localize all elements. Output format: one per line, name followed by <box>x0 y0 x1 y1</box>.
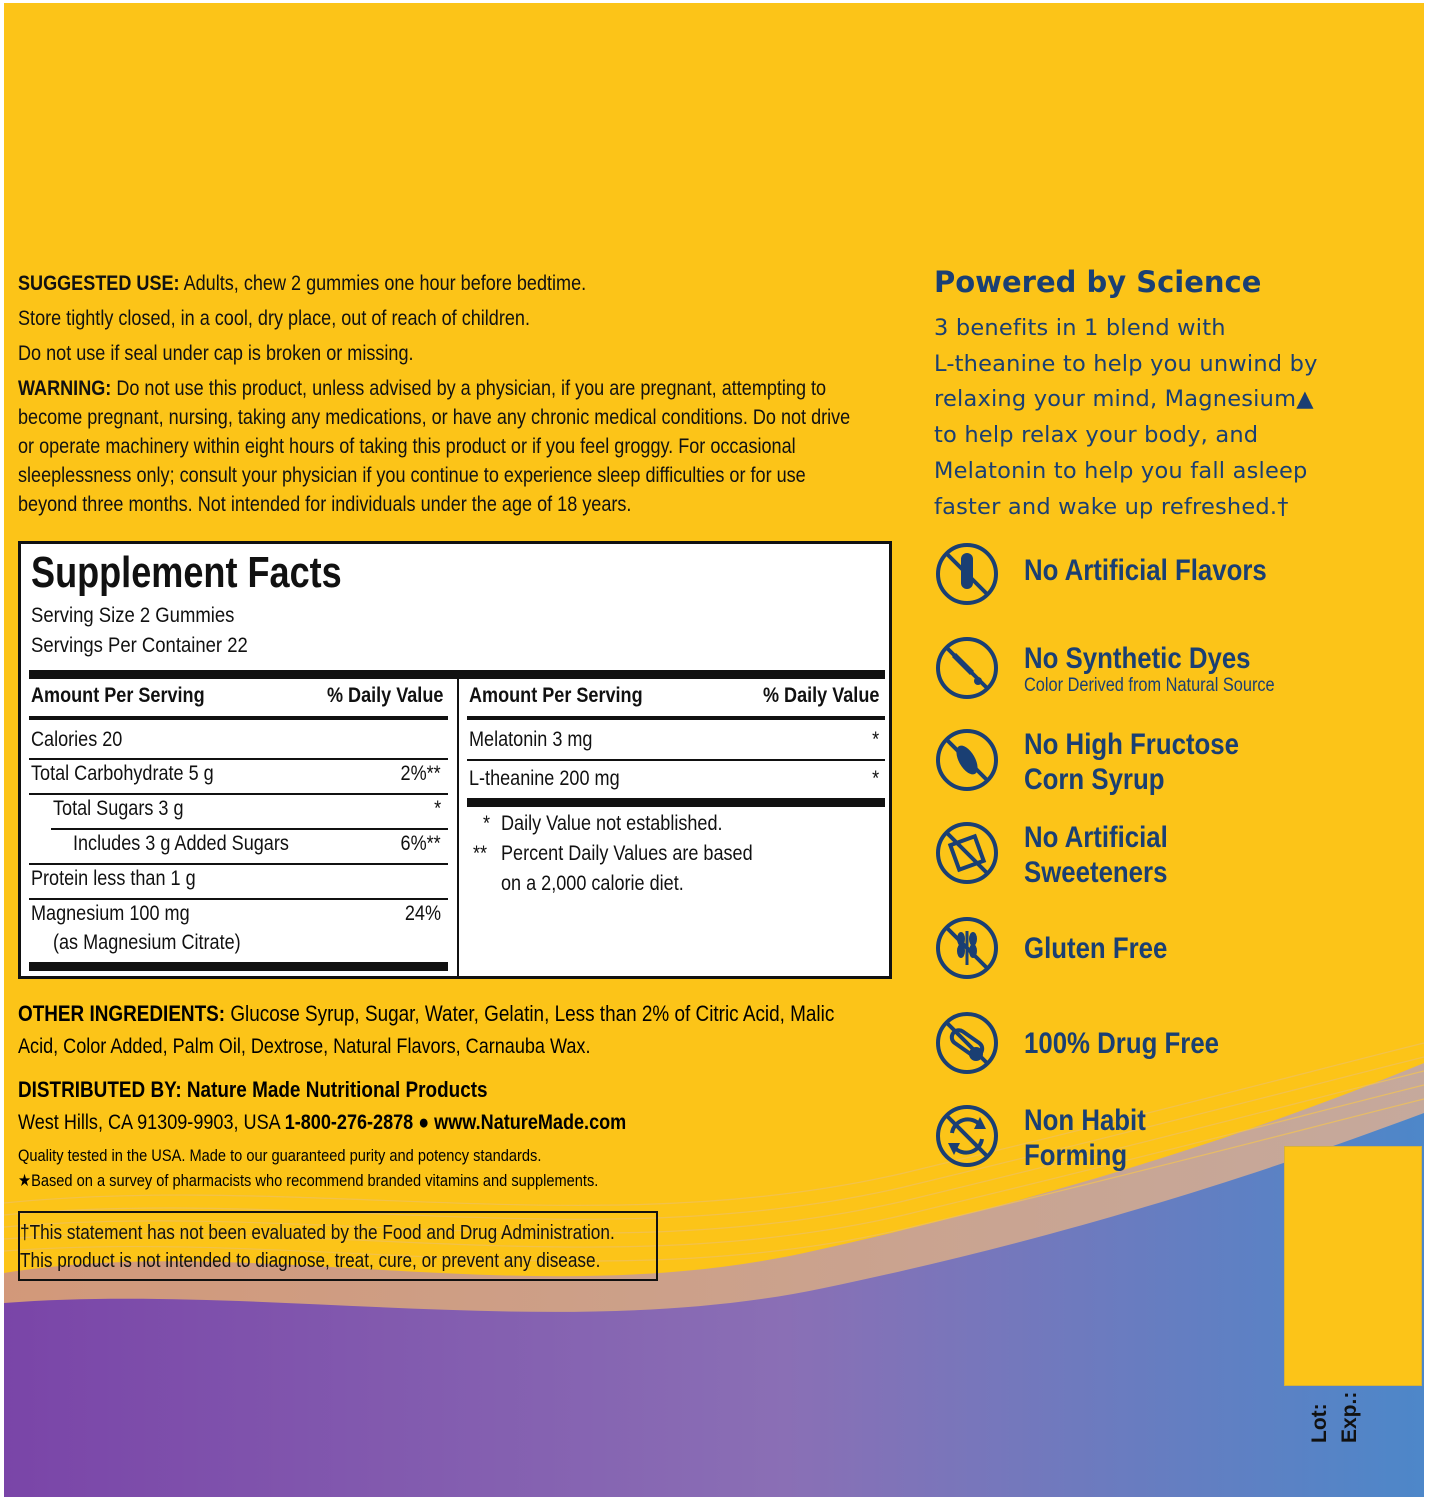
quality-statement: Quality tested in the USA. Made to our guaranteed purity and potency standards. <box>18 1146 542 1165</box>
sweetener-packet-icon <box>934 820 1000 886</box>
other-ingredients-label: OTHER INGREDIENTS: <box>18 1001 226 1026</box>
right-dv-header: % Daily Value <box>762 684 879 707</box>
row-total-carbohydrate-dv: 2%** <box>400 762 441 785</box>
lot-exp-box <box>1284 1146 1422 1386</box>
row-l-theanine-dv: * <box>871 767 879 790</box>
distributor-website[interactable]: www.NatureMade.com <box>434 1111 627 1134</box>
serving-size: Serving Size 2 Gummies <box>31 604 235 627</box>
lot-label: Lot: <box>1308 1403 1331 1443</box>
row-divider <box>467 759 885 761</box>
dropper-icon <box>934 635 1000 701</box>
distributor-section <box>18 1075 898 1193</box>
left-amount-header: Amount Per Serving <box>31 684 205 707</box>
row-divider <box>29 863 448 865</box>
row-magnesium-source: (as Magnesium Citrate) <box>53 931 241 954</box>
feature-title-line-2: Corn Syrup <box>1024 763 1165 796</box>
distributor-phone: 1-800-276-2878 <box>284 1111 414 1134</box>
fda-line-1: †This statement has not been evaluated by the Food and Drug Administration. <box>20 1222 615 1244</box>
row-l-theanine: L-theanine 200 mg <box>469 767 620 790</box>
row-added-sugars: Includes 3 g Added Sugars <box>73 832 289 855</box>
supplement-facts-panel <box>18 541 892 979</box>
row-melatonin-dv: * <box>871 728 879 751</box>
other-ingredients <box>18 999 898 1061</box>
servings-per-container: Servings Per Container 22 <box>31 634 248 657</box>
distributed-label: DISTRIBUTED BY: <box>18 1077 182 1102</box>
powered-by-science-heading: Powered by Science <box>934 265 1262 299</box>
row-divider <box>29 898 448 900</box>
row-divider <box>29 793 448 795</box>
other-ingredients-line-1: Glucose Syrup, Sugar, Water, Gelatin, Less than 2% of Citric Acid, Malic <box>225 1001 835 1026</box>
facts-title: Supplement Facts <box>31 548 342 597</box>
science-line-5: Melatonin to help you fall asleep <box>934 457 1308 484</box>
science-line-4: to help relax your body, and <box>934 422 1259 449</box>
row-total-sugars-dv: * <box>433 797 441 820</box>
exp-label: Exp.: <box>1338 1391 1361 1443</box>
feature-title: No Synthetic Dyes <box>1024 642 1251 675</box>
warning-line-2: become pregnant, nursing, taking any medications, or have any chronic medical conditions. Do not drive <box>18 406 851 429</box>
storage-text: Store tightly closed, in a cool, dry place, out of reach of children. <box>18 307 530 330</box>
row-magnesium-dv: 24% <box>404 902 441 925</box>
warning-line-5: beyond three months. Not intended for individuals under the age of 18 years. <box>18 493 632 516</box>
warning-label: WARNING: <box>18 377 112 400</box>
row-total-sugars: Total Sugars 3 g <box>53 797 184 820</box>
right-bottom-bar <box>467 798 885 807</box>
feature-title: 100% Drug Free <box>1024 1027 1220 1060</box>
warning-line-1: Do not use this product, unless advised by a physician, if you are pregnant, attempting to <box>111 377 827 400</box>
left-dv-header: % Daily Value <box>326 684 443 707</box>
feature-subtitle: Color Derived from Natural Source <box>1024 675 1275 696</box>
feature-title-line-1: No High Fructose <box>1024 728 1240 761</box>
usage-section <box>18 269 898 519</box>
distributor-company: Nature Made Nutritional Products <box>181 1077 488 1102</box>
benefits-column <box>934 265 1404 1172</box>
feature-title-line-1: No Artificial <box>1024 821 1168 854</box>
science-line-1: 3 benefits in 1 blend with <box>934 315 1226 341</box>
facts-column-divider <box>457 676 459 976</box>
row-divider <box>29 758 448 760</box>
row-total-carbohydrate: Total Carbohydrate 5 g <box>31 762 214 785</box>
footnote-mark-1: * <box>483 812 491 835</box>
right-header-bar <box>467 716 885 720</box>
left-header-bar <box>29 716 448 720</box>
survey-statement: ★Based on a survey of pharmacists who recommend branded vitamins and supplements. <box>18 1171 599 1190</box>
test-tube-icon <box>934 541 1000 607</box>
footnote-text-3: on a 2,000 calorie diet. <box>501 872 684 895</box>
capsule-icon <box>934 1010 1000 1076</box>
warning-line-3: or operate machinery within eight hours of taking this product or if you feel groggy. For occasional <box>18 435 796 458</box>
feature-title-line-2: Sweeteners <box>1024 856 1168 889</box>
footnote-text-2: Percent Daily Values are based <box>501 842 753 865</box>
row-divider <box>51 828 448 830</box>
row-added-sugars-dv: 6%** <box>400 832 441 855</box>
distributor-address: West Hills, CA 91309-9903, USA <box>18 1111 285 1134</box>
product-label-panel <box>4 3 1424 1497</box>
corn-icon <box>934 727 1000 793</box>
suggested-use-text: Adults, chew 2 gummies one hour before bedtime. <box>179 272 587 295</box>
suggested-use-label: SUGGESTED USE: <box>18 272 180 295</box>
bullet-dot: ● <box>418 1111 430 1134</box>
right-amount-header: Amount Per Serving <box>469 684 643 707</box>
footnote-mark-2: ** <box>473 842 488 865</box>
cycle-icon <box>934 1103 1000 1169</box>
feature-title-line-1: Non Habit <box>1024 1104 1146 1137</box>
science-blurb <box>934 311 1404 525</box>
science-line-3: relaxing your mind, Magnesium▲ <box>934 386 1314 413</box>
row-melatonin: Melatonin 3 mg <box>469 728 593 751</box>
feature-title: No Artificial Flavors <box>1024 554 1267 587</box>
science-line-2: L-theanine to help you unwind by <box>934 350 1318 377</box>
feature-title: Gluten Free <box>1024 932 1168 965</box>
warning-line-4: sleeplessness only; consult your physician if you continue to experience sleep difficulties or for use <box>18 464 806 487</box>
fda-line-2: This product is not intended to diagnose, treat, cure, or prevent any disease. <box>20 1250 601 1272</box>
row-magnesium: Magnesium 100 mg <box>31 902 190 925</box>
left-bottom-bar <box>29 962 448 971</box>
wheat-icon <box>934 915 1000 981</box>
fda-disclaimer-box <box>18 1211 658 1281</box>
science-line-6: faster and wake up refreshed.† <box>934 493 1289 520</box>
row-protein: Protein less than 1 g <box>31 867 196 890</box>
other-ingredients-line-2: Acid, Color Added, Palm Oil, Dextrose, Natural Flavors, Carnauba Wax. <box>18 1035 591 1058</box>
row-calories: Calories 20 <box>31 728 123 751</box>
feature-title-line-2: Forming <box>1024 1139 1128 1172</box>
seal-text: Do not use if seal under cap is broken or missing. <box>18 342 414 365</box>
footnote-text-1: Daily Value not established. <box>501 812 723 835</box>
